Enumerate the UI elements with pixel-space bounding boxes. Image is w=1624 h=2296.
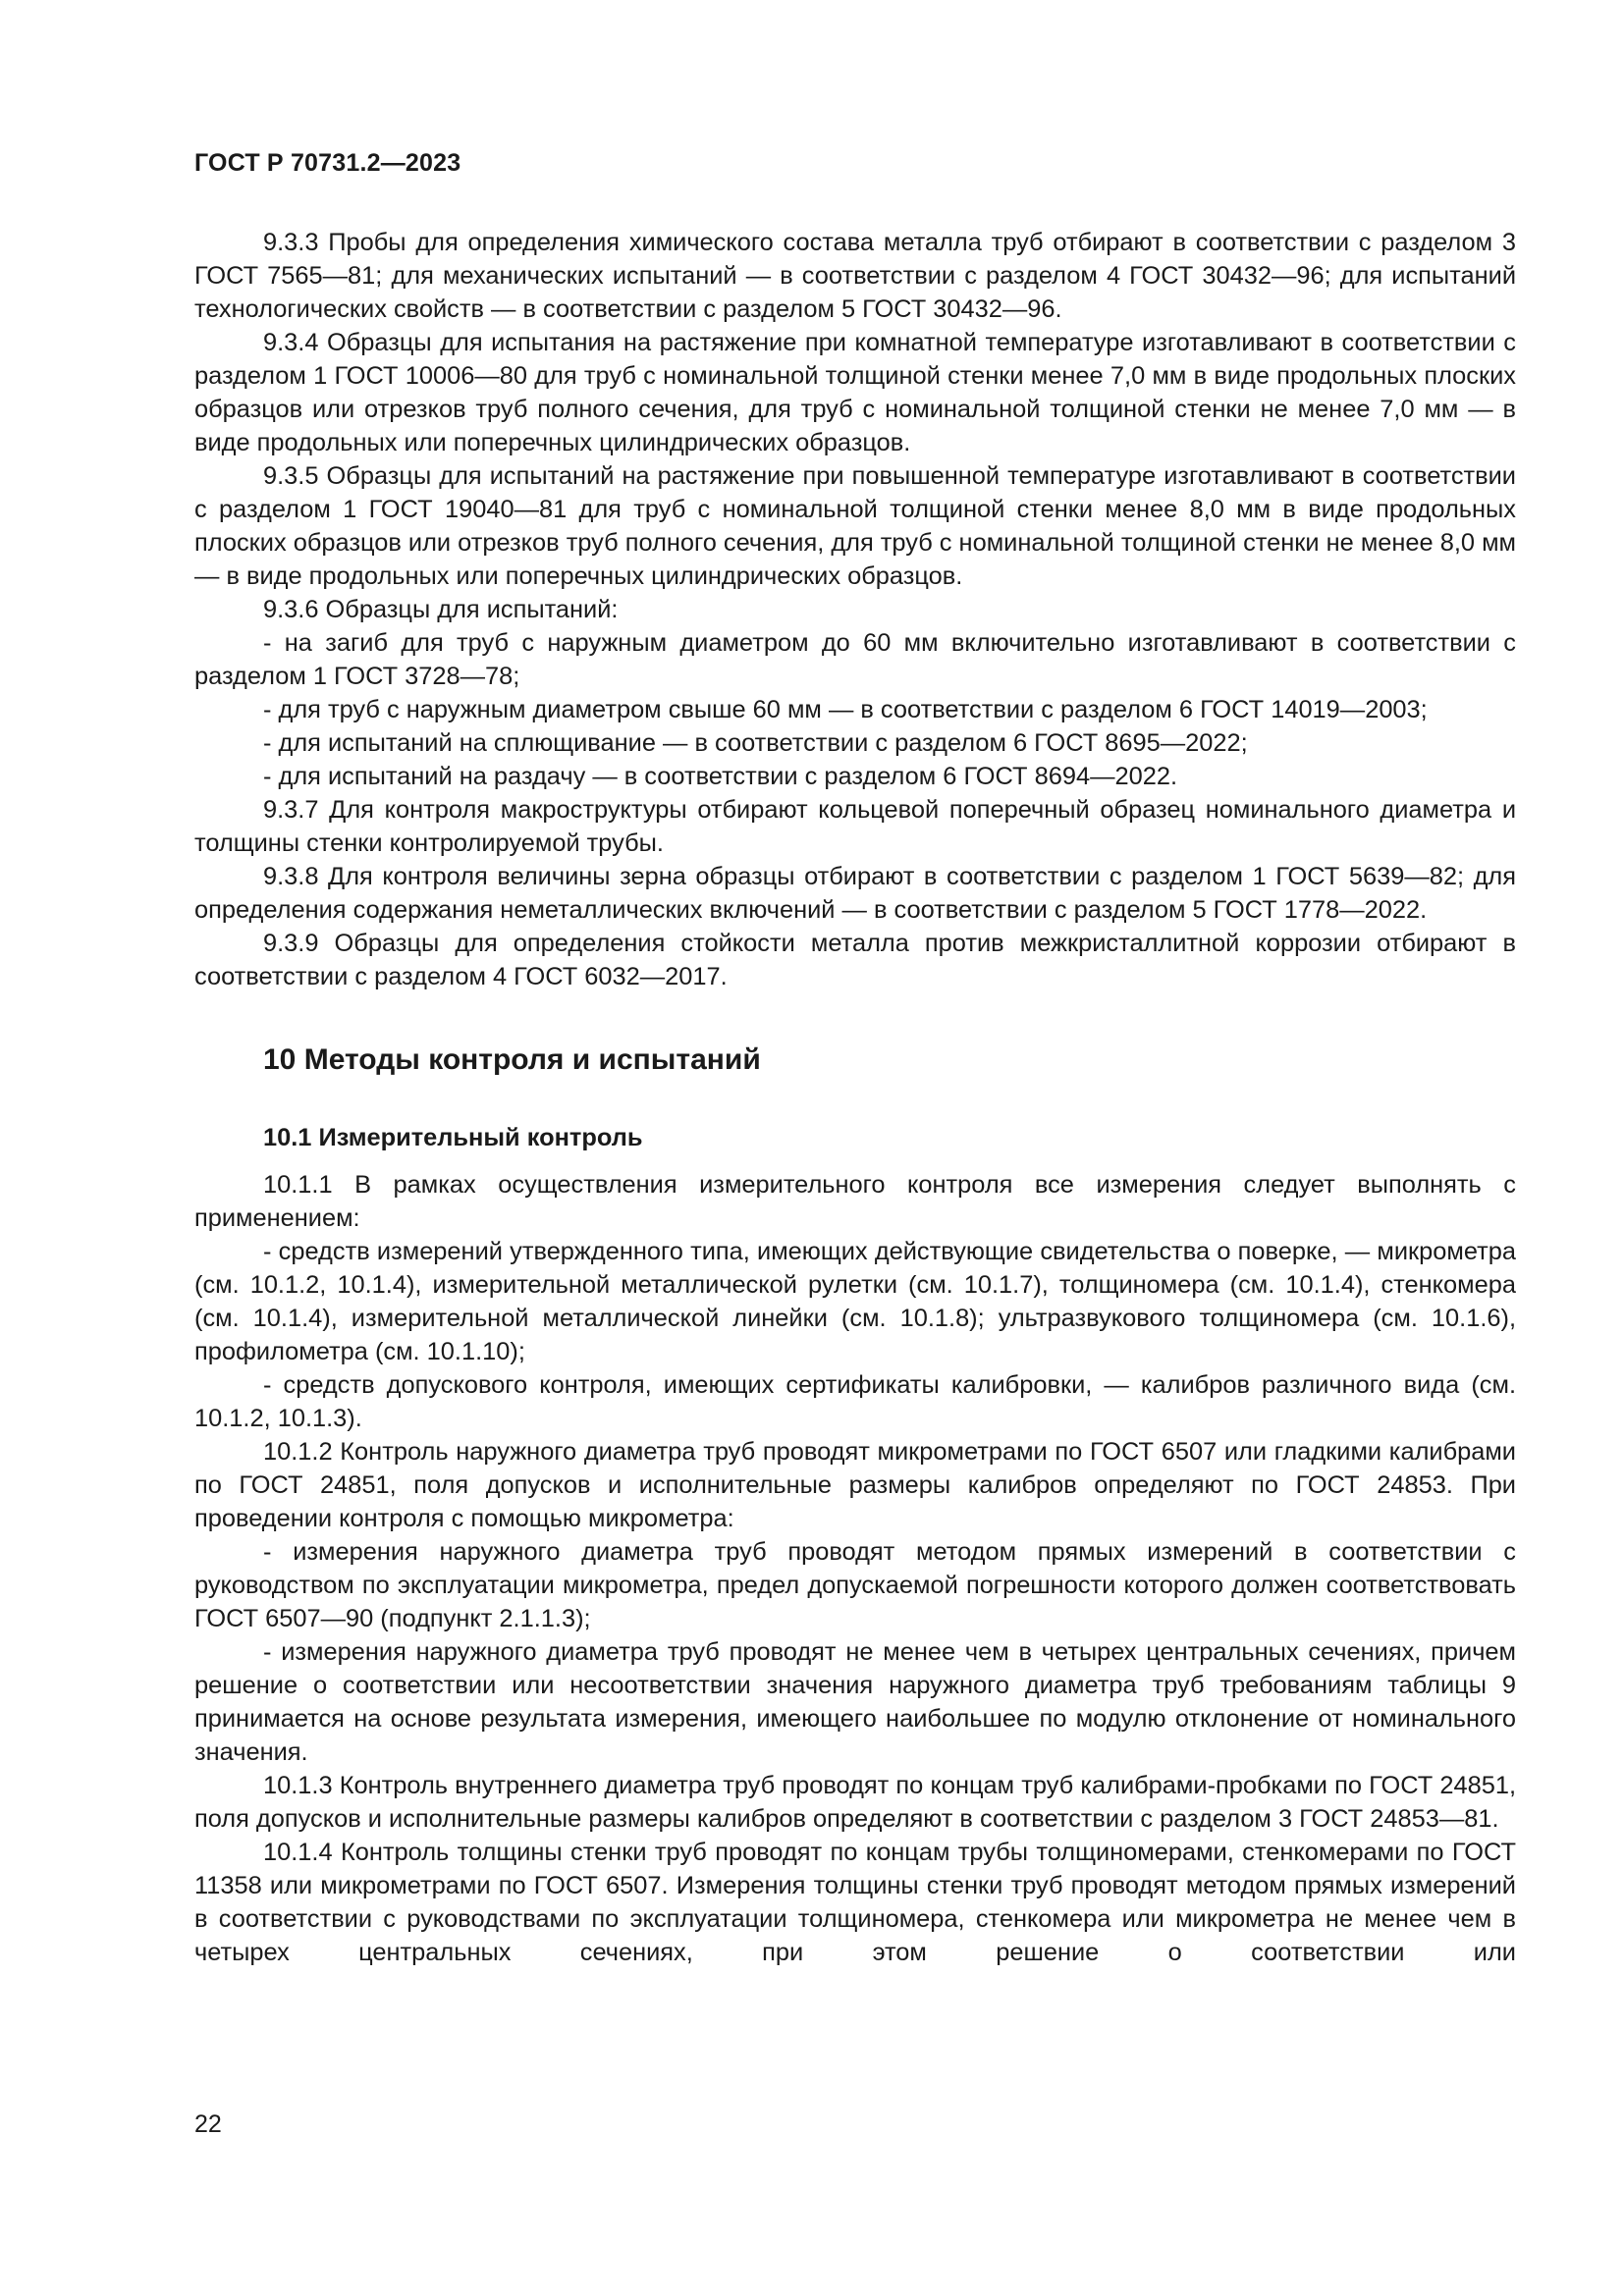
subsection-10-1-title: 10.1 Измерительный контроль: [263, 1124, 643, 1151]
paragraph-9-3-8: 9.3.8 Для контроля величины зерна образцы отбирают в соответствии с разделом 1 ГОСТ 5639—82; для определения содержания неметаллических включений — в соответствии с разделом 5 ГОСТ 1778—2022.: [194, 863, 1516, 924]
paragraph-9-3-6: 9.3.6 Образцы для испытаний:: [263, 596, 619, 623]
page-number: 22: [194, 2110, 222, 2138]
document-body: [194, 226, 1516, 1969]
section-10-title: 10 Методы контроля и испытаний: [263, 1043, 761, 1076]
list-item-9-3-6-bend: - на загиб для труб с наружным диаметром до 60 мм включительно изготавливают в соответствии с разделом 1 ГОСТ 3728—78;: [194, 629, 1516, 690]
list-item-9-3-6-large-diameter: - для труб с наружным диаметром свыше 60 мм — в соответствии с разделом 6 ГОСТ 14019—2003;: [263, 696, 1428, 723]
paragraph-9-3-7: 9.3.7 Для контроля макроструктуры отбирают кольцевой поперечный образец номинального диаметра и толщины стенки контролируемой трубы.: [194, 796, 1516, 857]
paragraph-9-3-3: 9.3.3 Пробы для определения химического состава металла труб отбирают в соответствии с разделом 3 ГОСТ 7565—81; для механических испытаний — в соответствии с разделом 4 ГОСТ 30432—96; для испытаний технологических свойств — в соответствии с разделом 5 ГОСТ 30432—96.: [194, 229, 1516, 323]
paragraph-9-3-9: 9.3.9 Образцы для определения стойкости металла против межкристаллитной коррозии отбирают в соответствии с разделом 4 ГОСТ 6032—2017.: [194, 930, 1516, 990]
list-item-9-3-6-expansion: - для испытаний на раздачу — в соответствии с разделом 6 ГОСТ 8694—2022.: [263, 763, 1177, 790]
paragraph-10-1-4: 10.1.4 Контроль толщины стенки труб проводят по концам трубы толщиномерами, стенкомерами по ГОСТ 11358 или микрометрами по ГОСТ 6507. Измерения толщины стенки труб проводят методом прямых измерений в соответствии с руководствами по эксплуатации толщиномера, стенкомера или микрометра не менее чем в четырех центральных сечениях, при этом решение о соответствии или: [194, 1839, 1516, 1966]
list-item-10-1-2-method: - измерения наружного диаметра труб проводят методом прямых измерений в соответствии с руководством по эксплуатации микрометра, предел допускаемой погрешности которого должен соответствовать ГОСТ 6507—90 (подпункт 2.1.1.3);: [194, 1538, 1516, 1632]
paragraph-9-3-5: 9.3.5 Образцы для испытаний на растяжение при повышенной температуре изготавливают в соответствии с разделом 1 ГОСТ 19040—81 для труб с номинальной толщиной стенки менее 8,0 мм в виде продольных плоских образцов или отрезков труб полного сечения, для труб с номинальной толщиной стенки не менее 8,0 мм — в виде продольных или поперечных цилиндрических образцов.: [194, 462, 1516, 590]
paragraph-10-1-2: 10.1.2 Контроль наружного диаметра труб проводят микрометрами по ГОСТ 6507 или гладкими калибрами по ГОСТ 24851, поля допусков и исполнительные размеры калибров определяют по ГОСТ 24853. При проведении контроля с помощью микрометра:: [194, 1438, 1516, 1532]
list-item-10-1-2-sections: - измерения наружного диаметра труб проводят не менее чем в четырех центральных сечениях, причем решение о соответствии или несоответствии значения наружного диаметра труб требованиям таблицы 9 принимается на основе результата измерения, имеющего наибольшее по модулю отклонение от номинального значения.: [194, 1638, 1516, 1766]
paragraph-10-1-1: 10.1.1 В рамках осуществления измерительного контроля все измерения следует выполнять с применением:: [194, 1171, 1516, 1232]
document-code-header: ГОСТ Р 70731.2—2023: [194, 149, 461, 177]
list-item-10-1-1-instruments: - средств измерений утвержденного типа, имеющих действующие свидетельства о поверке, — микрометра (см. 10.1.2, 10.1.4), измерительной металлической рулетки (см. 10.1.7), толщиномера (см. 10.1.4), стенкомера (см. 10.1.4), измерительной металлической линейки (см. 10.1.8); ультразвукового толщиномера (см. 10.1.6), профилометра (см. 10.1.10);: [194, 1238, 1516, 1365]
list-item-10-1-1-gauges: - средств допускового контроля, имеющих сертификаты калибровки, — калибров различного вида (см. 10.1.2, 10.1.3).: [194, 1371, 1516, 1432]
paragraph-10-1-3: 10.1.3 Контроль внутреннего диаметра труб проводят по концам труб калибрами-пробками по ГОСТ 24851, поля допусков и исполнительные размеры калибров определяют в соответствии с разделом 3 ГОСТ 24853—81.: [194, 1772, 1516, 1833]
list-item-9-3-6-flattening: - для испытаний на сплющивание — в соответствии с разделом 6 ГОСТ 8695—2022;: [263, 729, 1248, 757]
paragraph-9-3-4: 9.3.4 Образцы для испытания на растяжение при комнатной температуре изготавливают в соответствии с разделом 1 ГОСТ 10006—80 для труб с номинальной толщиной стенки менее 7,0 мм в виде продольных плоских образцов или отрезков труб полного сечения, для труб с номинальной толщиной стенки не менее 7,0 мм — в виде продольных или поперечных цилиндрических образцов.: [194, 329, 1516, 456]
